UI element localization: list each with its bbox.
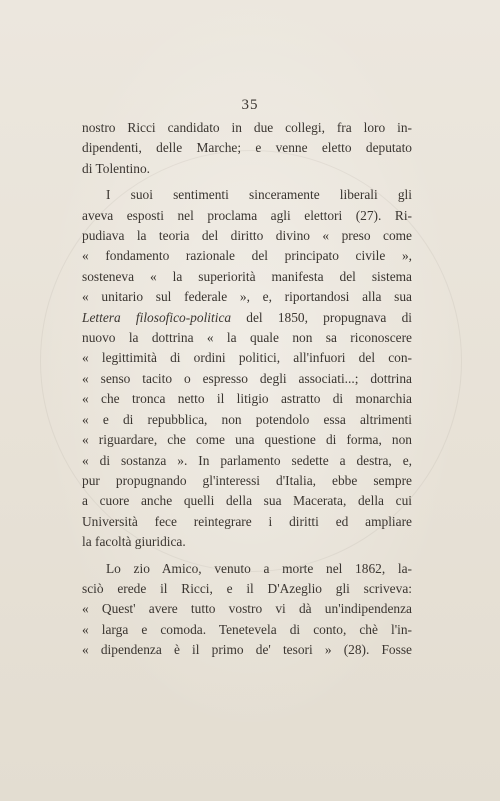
text-line: pudiava la teoria del diritto divino « preso come <box>82 228 412 244</box>
text-line: sosteneva « la superiorità manifesta del sistema <box>82 268 412 284</box>
paragraph-3 <box>82 559 412 661</box>
text-line: a cuore anche quelli della sua Macerata, della cui <box>82 493 412 509</box>
text-line: « di sostanza ». In parlamento sedette a destra, e, <box>82 452 412 468</box>
text-line: sciò erede il Ricci, e il D'Azeglio gli scriveva: <box>82 580 412 596</box>
paragraph-1 <box>82 118 412 179</box>
text-line: « Quest' avere tutto vostro vi dà un'indipendenza <box>82 601 412 617</box>
text-line: dipendenti, delle Marche; e venne eletto deputato <box>82 140 412 156</box>
text-line: « unitario sul federale », e, riportandosi alla sua <box>82 289 412 305</box>
text-line: nuovo la dottrina « la quale non sa riconoscere <box>82 330 412 346</box>
body-text <box>82 118 412 661</box>
text-line: Lo zio Amico, venuto a morte nel 1862, la- <box>106 560 412 576</box>
page-number: 35 <box>241 97 259 113</box>
text-line: « legittimità di ordini politici, all'infuori del con- <box>82 350 412 366</box>
text-line: Lettera filosofico-politica del 1850, propugnava di <box>82 309 412 325</box>
text-line: « e di repubblica, non potendolo essa altrimenti <box>82 411 412 427</box>
text-line: « che tronca netto il litigio astratto di monarchia <box>82 391 412 407</box>
text-line: la facoltà giuridica. <box>82 534 186 550</box>
text-line: « fondamento razionale del principato civile », <box>82 248 412 264</box>
text-line: I suoi sentimenti sinceramente liberali gli <box>106 187 412 203</box>
text-line: « senso tacito o espresso degli associati...; dottrina <box>82 370 412 386</box>
text-line: aveva esposti nel proclama agli elettori (27). Ri- <box>82 207 412 223</box>
book-title: Lettera filosofico-politica <box>82 309 232 325</box>
text-line: di Tolentino. <box>82 160 150 176</box>
text-line: « riguardare, che come una questione di forma, non <box>82 432 412 448</box>
text-line: pur propugnando gl'interessi d'Italia, ebbe sempre <box>82 472 412 488</box>
paragraph-2 <box>82 185 412 552</box>
text-line: Università fece reintegrare i diritti ed ampliare <box>82 513 412 529</box>
text-line: nostro Ricci candidato in due collegi, fra loro in- <box>82 120 412 135</box>
text-line: « larga e comoda. Tenetevela di conto, chè l'in- <box>82 621 412 637</box>
text-line: « dipendenza è il primo de' tesori » (28). Fosse <box>82 642 412 658</box>
